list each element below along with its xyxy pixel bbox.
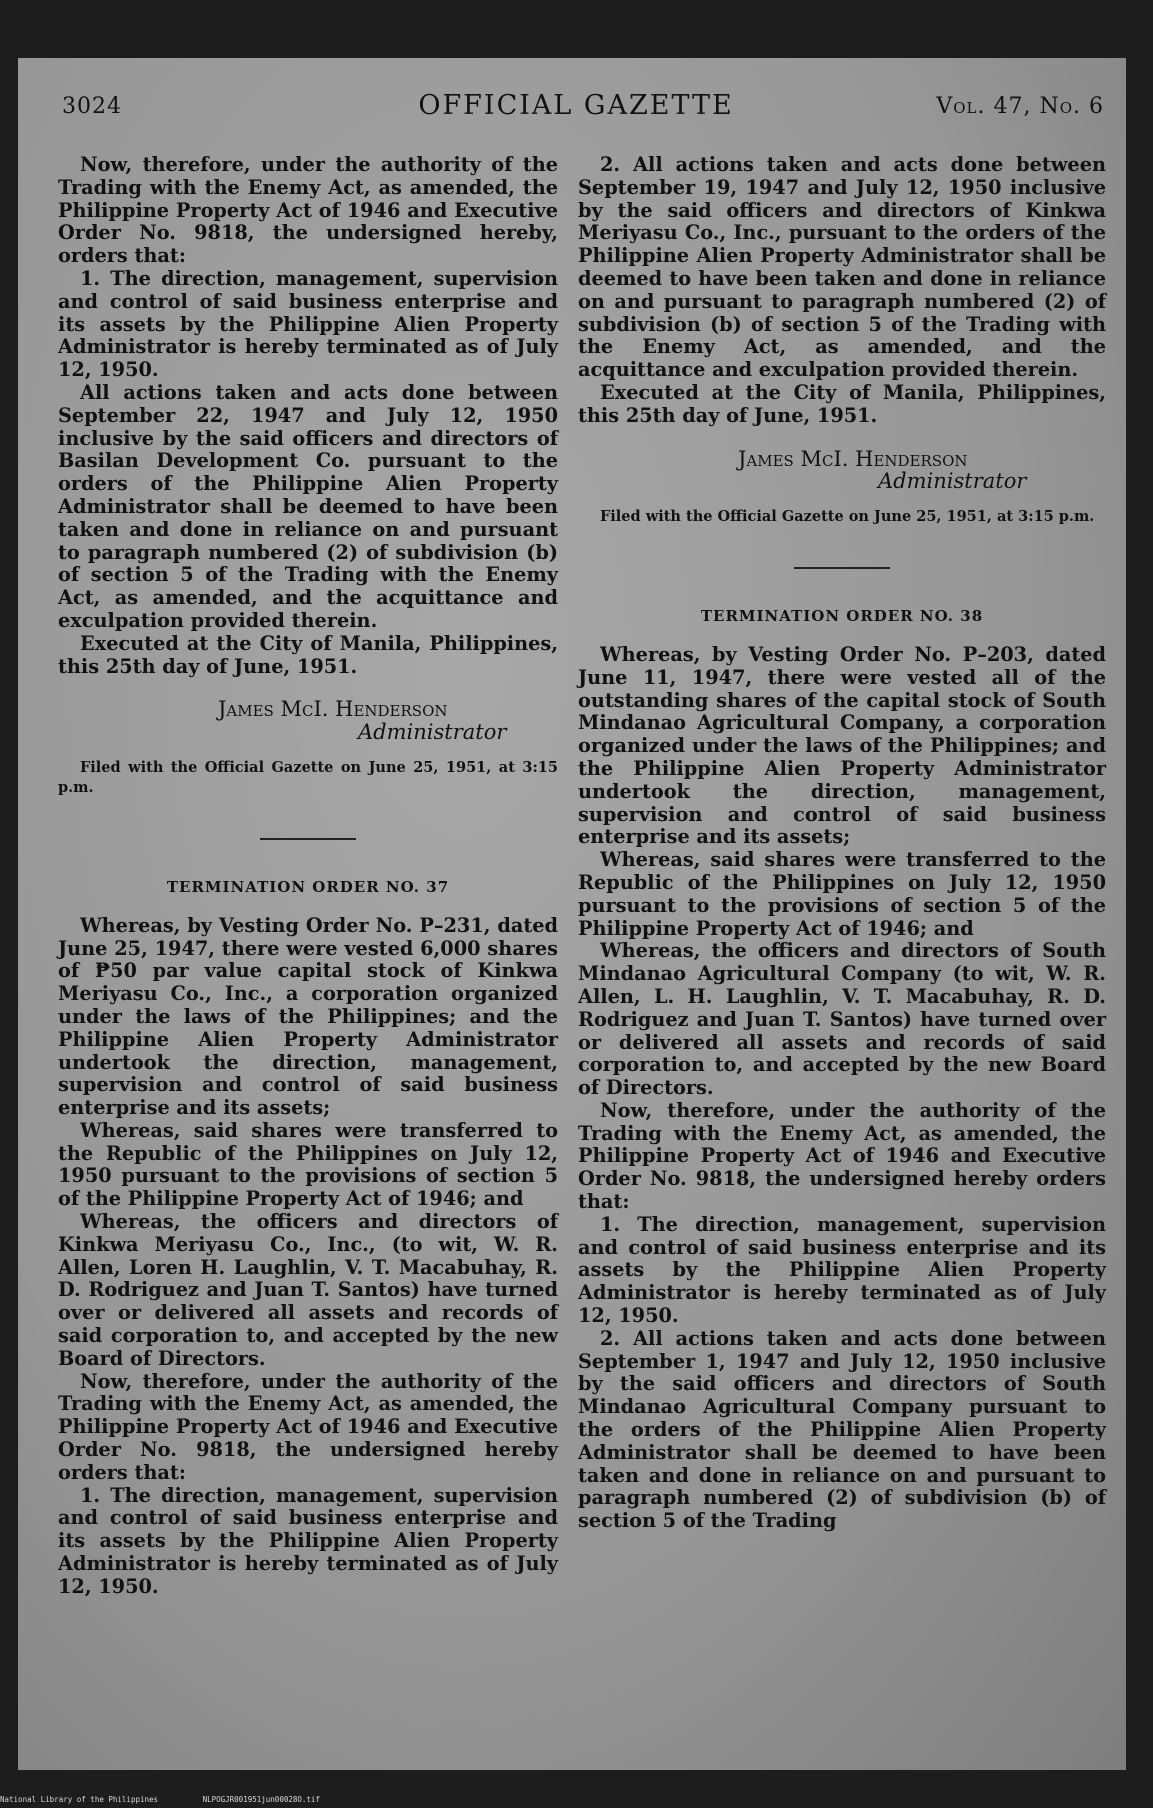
paragraph: Whereas, by Vesting Order No. P–203, dated June 11, 1947, there were vested all of the outstanding shares of the capital stock of South Mindanao Agricultural Company, a corporation organized under the laws of the Philippines; and the Philippine Alien Property Administrator undertook the direction, management, supervision and control of said business enterprise and its assets;: [578, 642, 1106, 849]
scan-footer: [0, 1795, 360, 1804]
paragraph: Whereas, by Vesting Order No. P–231, dated June 25, 1947, there were vested 6,000 shares of ₱50 par value capital stock of Kinkwa Meriyasu Co., Inc., a corporation organized under the laws of the Philippines; and the Philippine Alien Property Administrator undertook the direction, management, supervision and control of said business enterprise and its assets;: [58, 913, 558, 1120]
paragraph: 1. The direction, management, supervision and control of said business enterprise and its assets by the Philippine Alien Property Administrator is hereby terminated as of July 12, 1950.: [578, 1212, 1106, 1328]
right-column: [578, 154, 1106, 1533]
section-divider: [794, 567, 890, 569]
paragraph: All actions taken and acts done between September 22, 1947 and July 12, 1950 inclusive by the said officers and directors of Basilan Development Co. pursuant to the orders of the Philippine Alien Property Administrator shall be deemed to have been taken and done in reliance on and pursuant to paragraph numbered (2) of subdivision (b) of section 5 of the Trading with the Enemy Act, as amended, and the acquittance and exculpation provided therein.: [58, 380, 558, 632]
paragraph: Whereas, the officers and directors of Kinkwa Meriyasu Co., Inc., (to wit, W. R. Allen, Loren H. Laughlin, V. T. Macabuhay, R. D. Rodriguez and Juan T. Santos) have turned over or delivered all assets and records of said corporation to, and accepted by the new Board of Directors.: [58, 1210, 558, 1370]
footer-filename: NLPOGJR001951jun00028O.tif: [202, 1795, 320, 1804]
paragraph: Executed at the City of Manila, Philippines, this 25th day of June, 1951.: [58, 631, 558, 678]
page-header: [48, 88, 1104, 128]
section-divider: [260, 838, 356, 840]
paragraph: Now, therefore, under the authority of the Trading with the Enemy Act, as amended, the Philippine Property Act of 1946 and Executive Order No. 9818, the undersigned hereby, orders that:: [58, 153, 558, 268]
signatory-name: James McI. Henderson: [738, 446, 968, 471]
gazette-page: [18, 58, 1126, 1770]
paragraph: Whereas, said shares were transferred to the Republic of the Philippines on July 12, 1950 pursuant to the provisions of section 5 of the Philippine Property Act of 1946; and: [578, 848, 1106, 940]
paragraph: 1. The direction, management, supervision and control of said business enterprise and its assets by the Philippine Alien Property Administrator is hereby terminated as of July 12, 1950.: [58, 266, 558, 382]
signature-block: [578, 448, 1106, 494]
page-title: OFFICIAL GAZETTE: [418, 90, 734, 121]
paragraph: 2. All actions taken and acts done between September 19, 1947 and July 12, 1950 inclusive by the said officers and directors of Kinkwa Meriyasu Co., Inc., pursuant to the orders of the Philippine Alien Property Administrator shall be deemed to have been taken and done in reliance on and pursuant to paragraph numbered (2) of subdivision (b) of section 5 of the Trading with the Enemy Act, as amended, and the acquittance and exculpation provided therein.: [578, 153, 1106, 382]
volume-number: Vol. 47, No. 6: [936, 94, 1104, 119]
signatory-title: Administrator: [878, 469, 1027, 494]
page-number: 3024: [62, 94, 122, 119]
footer-source: National Library of the Philippines: [0, 1795, 159, 1804]
filing-note: Filed with the Official Gazette on June 25, 1951, at 3:15 p.m.: [600, 508, 1095, 526]
paragraph: Now, therefore, under the authority of the Trading with the Enemy Act, as amended, the Philippine Property Act of 1946 and Executive Order No. 9818, the undersigned hereby orders that:: [58, 1369, 558, 1484]
left-column: [58, 154, 558, 1599]
signature-block: [58, 698, 558, 744]
paragraph: Executed at the City of Manila, Philippines, this 25th day of June, 1951.: [578, 380, 1106, 427]
paragraph: Now, therefore, under the authority of the Trading with the Enemy Act, as amended, the Philippine Property Act of 1946 and Executive Order No. 9818, the undersigned hereby orders that:: [578, 1098, 1106, 1214]
paragraph: 1. The direction, management, supervision and control of said business enterprise and its assets by the Philippine Alien Property Administrator is hereby terminated as of July 12, 1950.: [58, 1483, 558, 1598]
section-heading: TERMINATION ORDER NO. 38: [700, 607, 984, 626]
signatory-name: James McI. Henderson: [218, 697, 448, 722]
paragraph: 2. All actions taken and acts done between September 1, 1947 and July 12, 1950 inclusive by the said officers and directors of South Mindanao Agricultural Company pursuant to the orders of the Philippine Alien Property Administrator shall be deemed to have been taken and done in reliance on and pursuant to paragraph numbered (2) of subdivision (b) of section 5 of the Trading: [578, 1326, 1106, 1533]
paragraph: Whereas, the officers and directors of South Mindanao Agricultural Company (to wit, W. R. Allen, L. H. Laughlin, V. T. Macabuhay, R. D. Rodriguez and Juan T. Santos) have turned over or delivered all assets and records of said corporation to, and accepted by the new Board of Directors.: [578, 939, 1106, 1100]
paragraph: Whereas, said shares were transferred to the Republic of the Philippines on July 12, 1950 pursuant to the provisions of section 5 of the Philippine Property Act of 1946; and: [58, 1118, 558, 1211]
signatory-title: Administrator: [358, 720, 507, 745]
section-heading: TERMINATION ORDER NO. 37: [166, 877, 450, 896]
filing-note: Filed with the Official Gazette on June 25, 1951, at 3:15 p.m.: [58, 758, 558, 796]
